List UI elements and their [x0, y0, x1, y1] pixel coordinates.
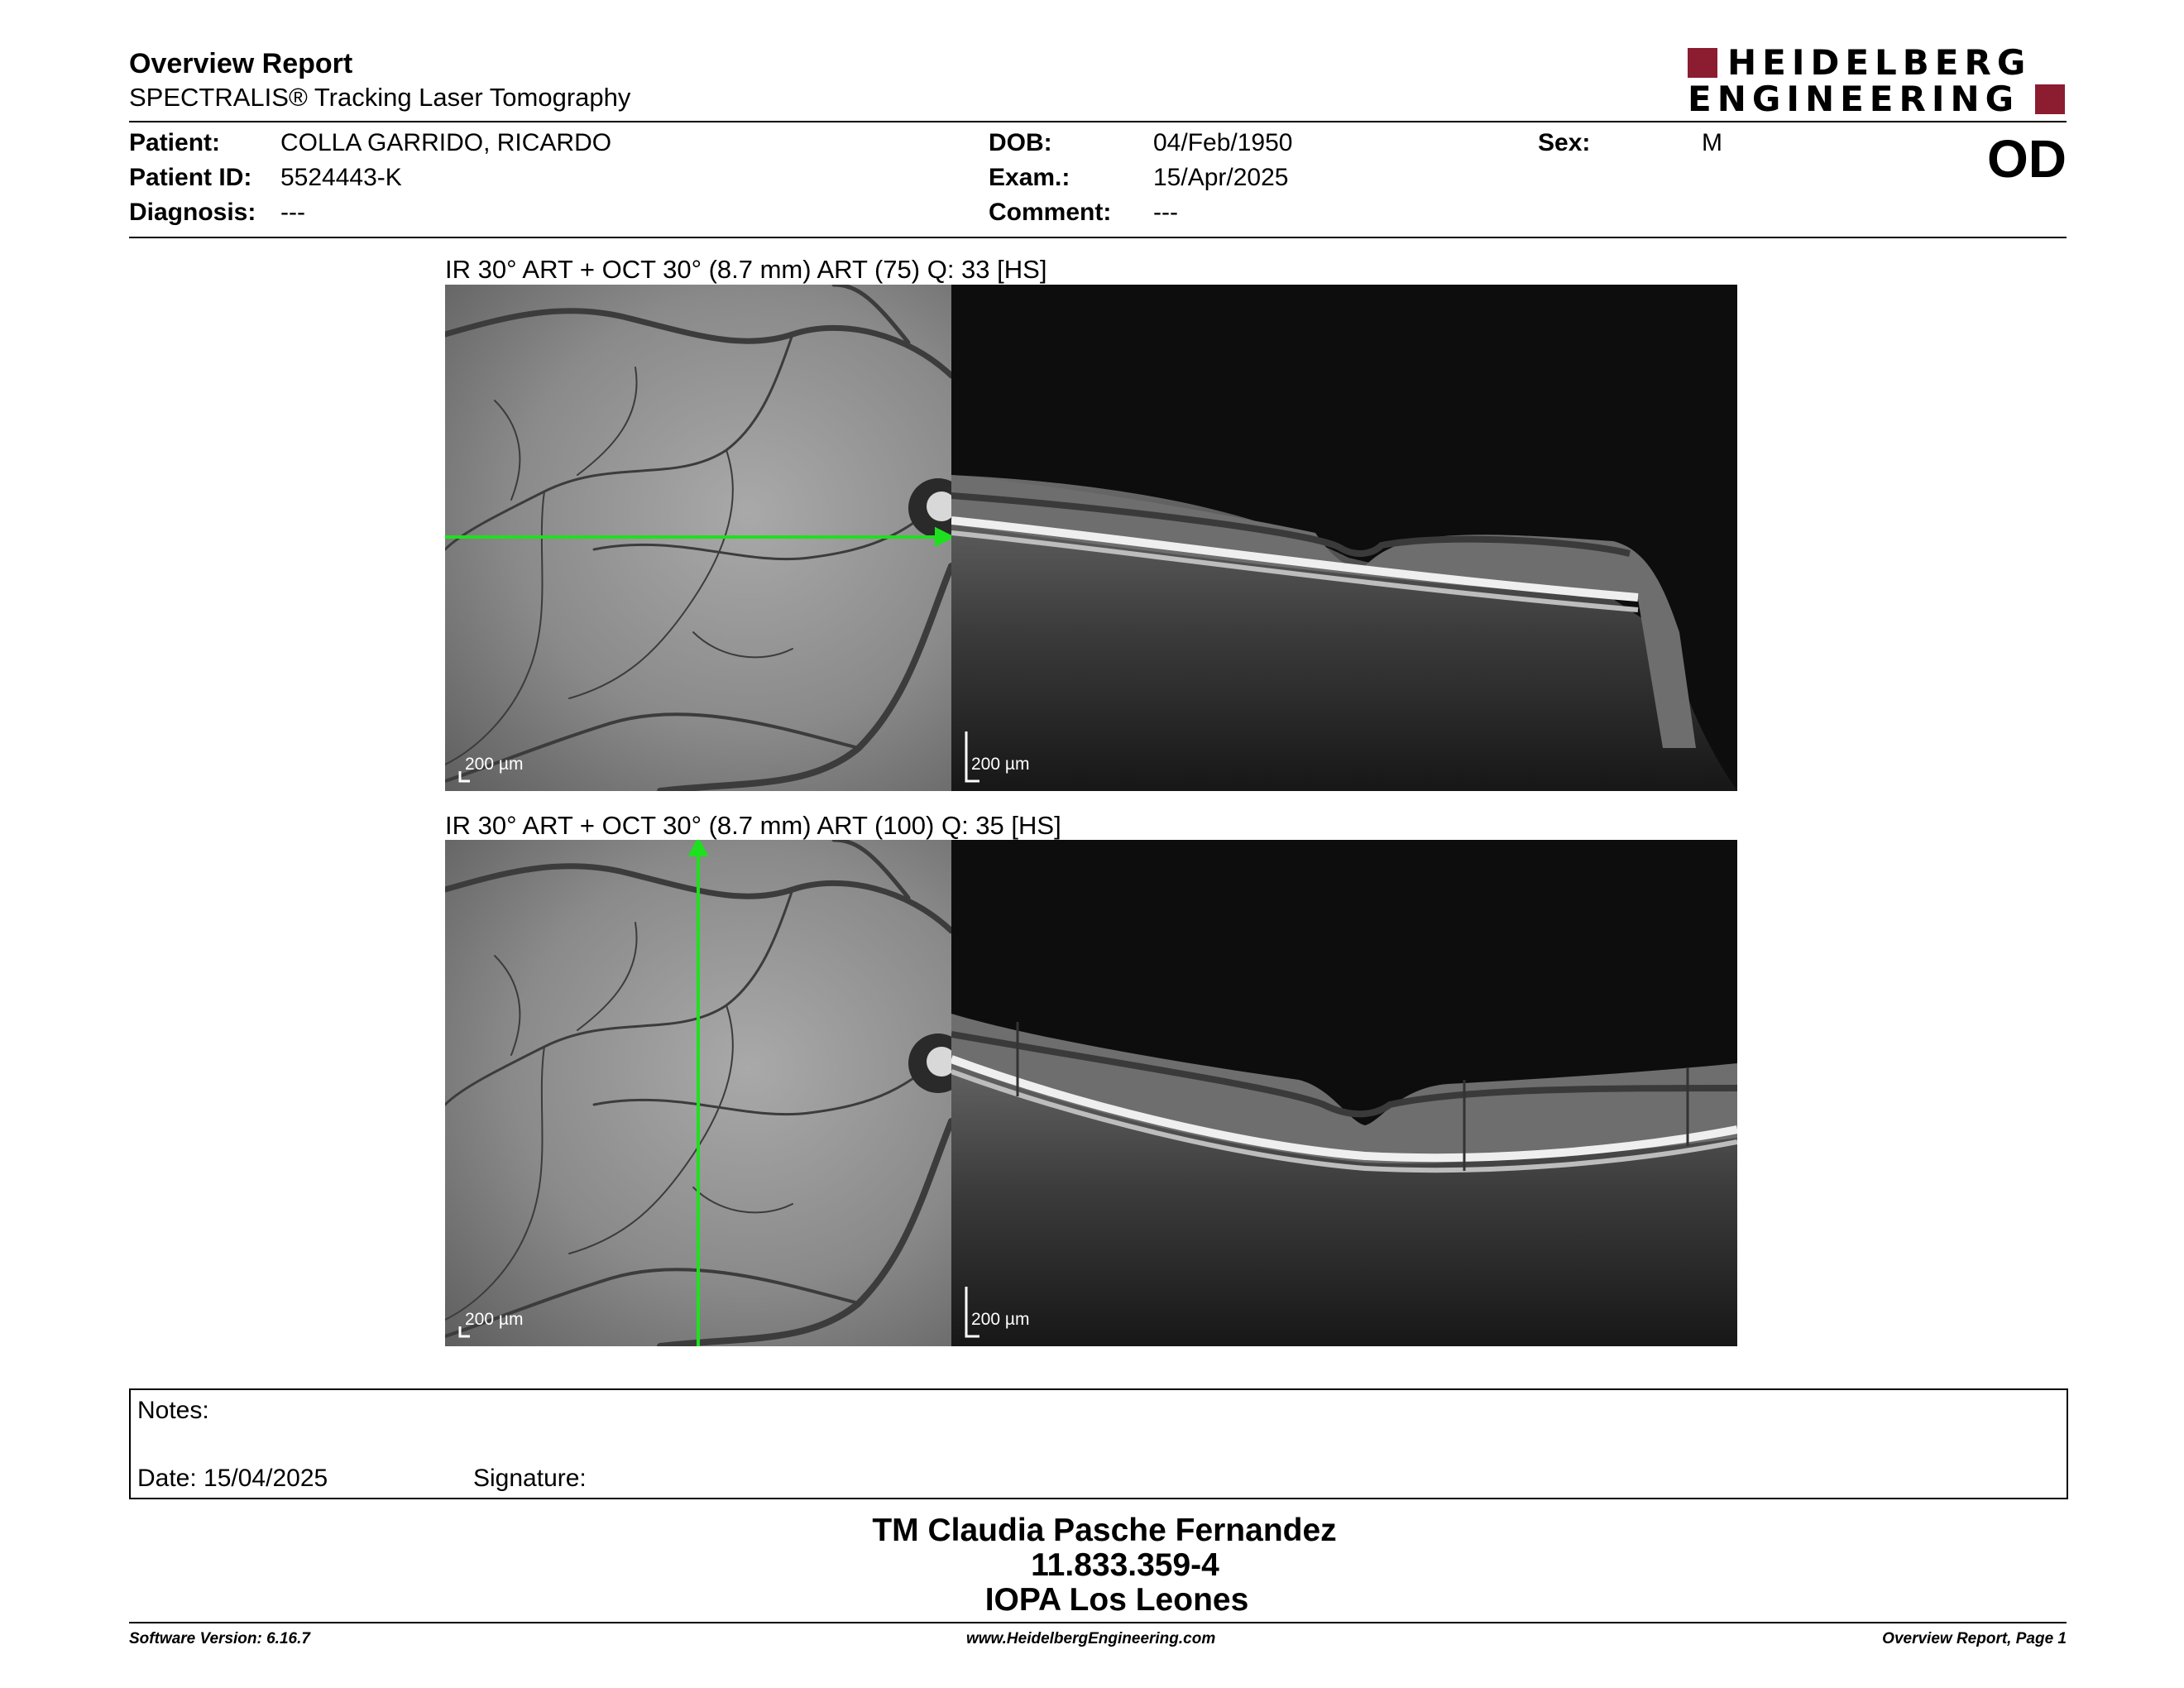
- footer-place: IOPA Los Leones: [984, 1582, 1249, 1618]
- eye-indicator: OD: [1987, 129, 2067, 189]
- comment-value: ---: [1153, 199, 1178, 226]
- scan-2-oct-scale: 200 µm: [971, 1310, 1030, 1329]
- exam-date: 15/Apr/2025: [1153, 164, 1289, 191]
- page-number: Overview Report, Page 1: [1882, 1630, 2067, 1647]
- comment-label: Comment:: [989, 199, 1112, 226]
- dob-value: 04/Feb/1950: [1153, 129, 1293, 156]
- logo-text-line1: HEIDELBERG: [1727, 42, 2032, 83]
- scan-1-oct-bscan-image: [951, 285, 1737, 791]
- patient-divider: [129, 237, 2067, 238]
- notes-box[interactable]: [129, 1388, 2068, 1499]
- patient-name: COLLA GARRIDO, RICARDO: [280, 129, 612, 156]
- report-subtitle: SPECTRALIS® Tracking Laser Tomography: [129, 83, 631, 112]
- logo-square-icon: [1688, 48, 1717, 78]
- scan-1-ir-scale: 200 µm: [465, 755, 524, 774]
- signature-label: Signature:: [473, 1465, 587, 1492]
- scan-2-title: IR 30° ART + OCT 30° (8.7 mm) ART (100) Q: 35 [HS]: [445, 811, 1061, 840]
- patient-label: Patient:: [129, 129, 221, 156]
- scan-2-ir-scale: 200 µm: [465, 1310, 524, 1329]
- patient-id: 5524443-K: [280, 164, 402, 191]
- sex-label: Sex:: [1538, 129, 1591, 156]
- diagnosis-value: ---: [280, 199, 305, 226]
- notes-date: Date: 15/04/2025: [137, 1465, 328, 1492]
- scan-1-title: IR 30° ART + OCT 30° (8.7 mm) ART (75) Q: 33 [HS]: [445, 255, 1047, 284]
- diagnosis-label: Diagnosis:: [129, 199, 256, 226]
- footer-technician-id: 11.833.359-4: [1031, 1547, 1219, 1583]
- logo-square-icon: [2035, 84, 2065, 114]
- footer-divider: [129, 1622, 2067, 1623]
- scan-2-ir-fundus-image: [445, 840, 951, 1346]
- scan-1-oct-scale: 200 µm: [971, 755, 1030, 774]
- logo-text-line2: ENGINEERING: [1688, 79, 2020, 119]
- patient-id-label: Patient ID:: [129, 164, 252, 191]
- header-divider: [129, 121, 2067, 122]
- website-link[interactable]: www.HeidelbergEngineering.com: [966, 1630, 1216, 1647]
- dob-label: DOB:: [989, 129, 1052, 156]
- sex-value: M: [1702, 129, 1722, 156]
- notes-label: Notes:: [137, 1397, 209, 1424]
- footer-technician-name: TM Claudia Pasche Fernandez: [872, 1513, 1337, 1548]
- exam-label: Exam.:: [989, 164, 1070, 191]
- report-title: Overview Report: [129, 48, 353, 79]
- scan-2-oct-bscan-image: [951, 840, 1737, 1346]
- software-version: Software Version: 6.16.7: [129, 1630, 310, 1647]
- scan-1-ir-fundus-image: [445, 285, 951, 791]
